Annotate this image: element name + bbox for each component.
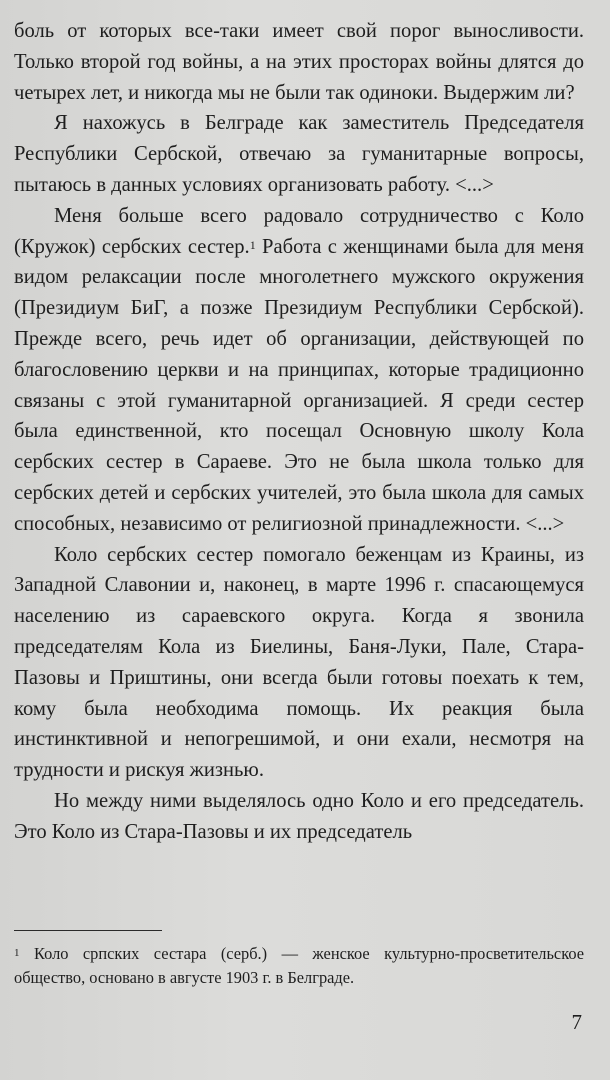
footnote-text: Коло српских сестара (серб.) — женское культурно-просветительское общество, основано в августе 1903 г. в Белграде. — [14, 944, 584, 987]
paragraph-3-rest: Работа с женщинами была для меня видом релаксации после многолетнего мужского окружения (Президиум БиГ, а позже Президиум Республики Сербской). Прежде всего, речь идет об организации, действующей по благословению церкви и на принципах, которые традиционно связаны с этой гуманитарной организацией. Я среди сестер была единственной, кто посещал Основную школу Кола сербских сестер в Сараеве. Это не была школа только для сербских детей и сербских учителей, это была школа для самых способных, независимо от религиозной принадлежности. <...> — [14, 235, 585, 535]
paragraph-1: боль от которых все-таки имеет свой порог выносливости. Только второй год войны, а на этих просторах войны длятся до четырех лет, и никогда мы не были так одиноки. Выдержим ли? — [14, 20, 584, 104]
paragraph-4: Коло сербских сестер помогало беженцам из Краины, из Западной Славонии и, наконец, в марте 1996 г. спасающемуся населению из сараевского округа. Когда я звонила председателям Кола из Биелины, Баня-Луки, Пале, Стара-Пазовы и Приштины, они всегда были готовы поехать к тем, кому была необходима помощь. Их реакция была инстинктивной и непогрешимой, и они ехали, несмотря на трудности и рискуя жизнью. — [14, 543, 584, 782]
footnote — [14, 942, 584, 990]
main-text — [14, 16, 584, 848]
footnote-divider — [14, 930, 162, 931]
footnote-reference: 1 — [249, 237, 256, 252]
footnote-number: 1 — [14, 947, 20, 959]
paragraph-2: Я нахожусь в Белграде как заместитель Председателя Республики Сербской, отвечаю за гуманитарные вопросы, пытаюсь в данных условиях организовать работу. <...> — [14, 112, 584, 196]
paragraph-5: Но между ними выделялось одно Коло и его председатель. Это Коло из Стара-Пазовы и их председатель — [14, 789, 584, 843]
page-number: 7 — [571, 1010, 582, 1034]
paragraph-3-start: Меня больше всего радовало сотрудничество с Коло (Кружок) сербских сестер. — [14, 204, 584, 258]
paragraph-3 — [14, 201, 584, 540]
